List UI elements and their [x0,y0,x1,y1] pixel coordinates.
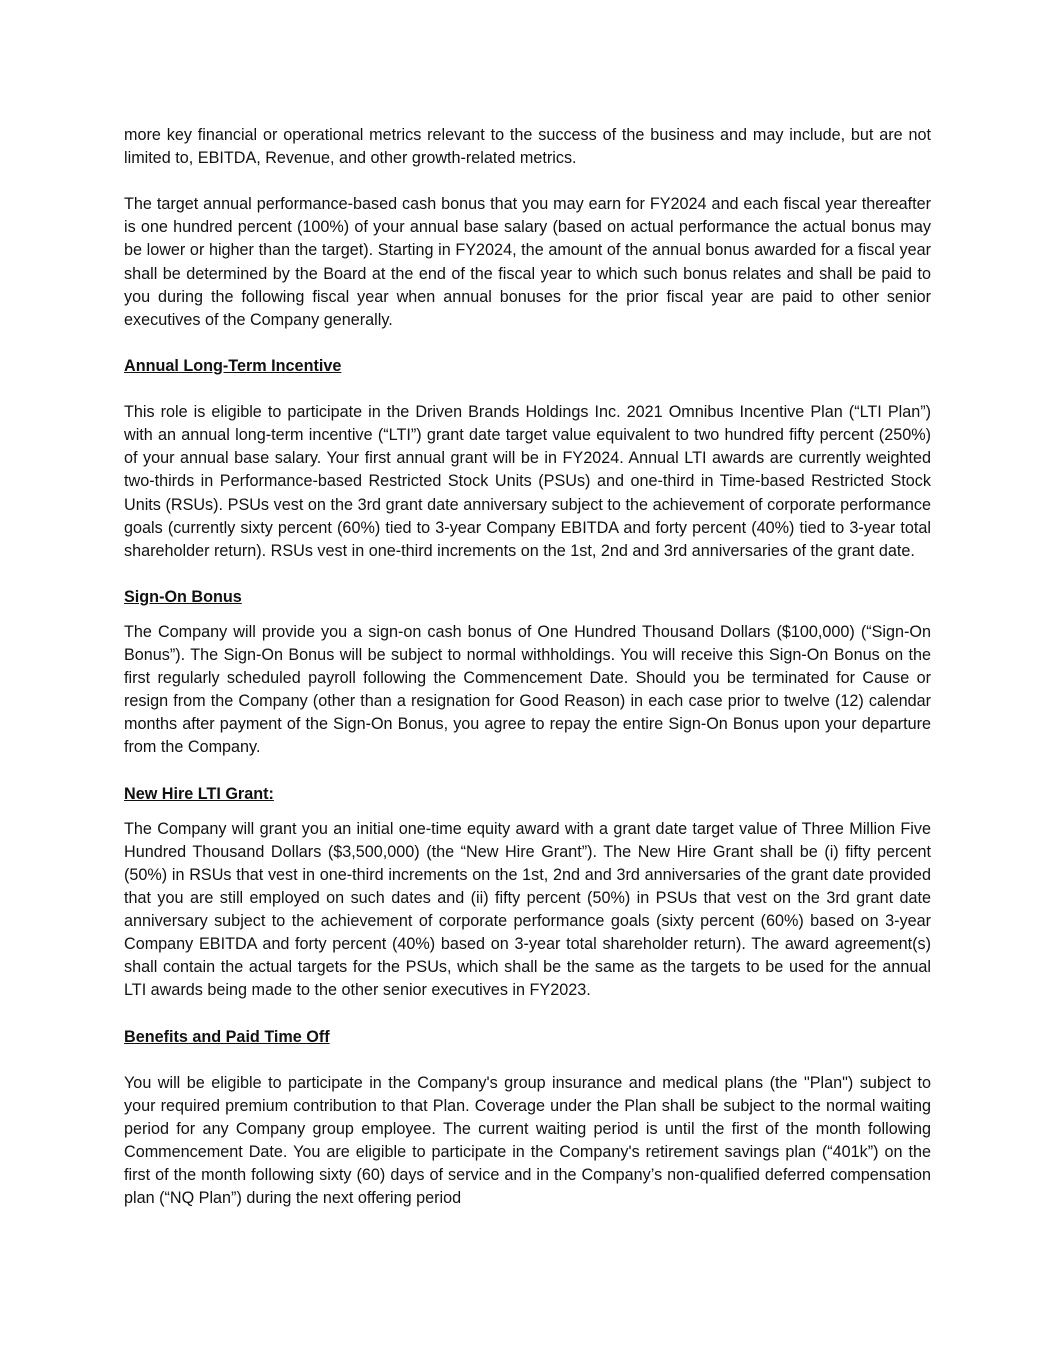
benefits-paragraph: You will be eligible to participate in the Company's group insurance and medical plans (the "Plan") subject to your required premium contribution to that Plan. Coverage under the Plan shall be subject to the normal waiting period for any Company group employee. The current waiting period is until the first of the month following Commencement Date. You are eligible to participate in the Company's retirement savings plan (“401k”) on the first of the month following sixty (60) days of service and in the Company’s non-qualified deferred compensation plan (“NQ Plan”) during the next offering period [124,1073,931,1208]
new-hire-lti-paragraph: The Company will grant you an initial one-time equity award with a grant date target value of Three Million Five Hundred Thousand Dollars ($3,500,000) (the “New Hire Grant”). The New Hire Grant shall be (i) fifty percent (50%) in RSUs that vest in one-third increments on the 1st, 2nd and 3rd anniversaries of the grant date provided that you are still employed on such dates and (ii) fifty percent (50%) in PSUs that vest on the 3rd grant date anniversary subject to the achievement of corporate performance goals (sixty percent (60%) based on 3-year Company EBITDA and forty percent (40%) based on 3-year total shareholder return). The award agreement(s) shall contain the actual targets for the PSUs, which shall be the same as the targets to be used for the annual LTI awards being made to the other senior executives in FY2023. [124,819,931,1000]
document-page [124,124,931,1210]
annual-bonus-paragraph: The target annual performance-based cash bonus that you may earn for FY2024 and each fiscal year thereafter is one hundred percent (100%) of your annual base salary (based on actual performance the actual bonus may be lower or higher than the target). Starting in FY2024, the amount of the annual bonus awarded for a fiscal year shall be determined by the Board at the end of the fiscal year to which such bonus relates and shall be paid to you during the following fiscal year when annual bonuses for the prior fiscal year are paid to other senior executives of the Company generally. [124,195,931,329]
lti-heading: Annual Long-Term Incentive [124,356,342,375]
intro-paragraph: more key financial or operational metrics relevant to the success of the business and may include, but are not limited to, EBITDA, Revenue, and other growth-related metrics. [124,126,931,168]
lti-paragraph: This role is eligible to participate in the Driven Brands Holdings Inc. 2021 Omnibus Incentive Plan (“LTI Plan”) with an annual long-term incentive (“LTI”) grant date target value equivalent to two hundred fifty percent (250%) of your annual base salary. Your first annual grant will be in FY2024. Annual LTI awards are currently weighted two-thirds in Performance-based Restricted Stock Units (PSUs) and one-third in Time-based Restricted Stock Units (RSUs). PSUs vest on the 3rd grant date anniversary subject to the achievement of corporate performance goals (currently sixty percent (60%) tied to 3-year Company EBITDA and forty percent (40%) tied to 3-year total shareholder return). RSUs vest in one-third increments on the 1st, 2nd and 3rd anniversaries of the grant date. [124,403,931,560]
sign-on-bonus-heading: Sign-On Bonus [124,587,242,606]
benefits-heading: Benefits and Paid Time Off [124,1027,330,1046]
new-hire-lti-heading: New Hire LTI Grant: [124,784,274,803]
sign-on-bonus-paragraph: The Company will provide you a sign-on cash bonus of One Hundred Thousand Dollars ($100,000) (“Sign-On Bonus”). The Sign-On Bonus will be subject to normal withholdings. You will receive this Sign-On Bonus on the first regularly scheduled payroll following the Commencement Date. Should you be terminated for Cause or resign from the Company (other than a resignation for Good Reason) in each case prior to twelve (12) calendar months after payment of the Sign-On Bonus, you agree to repay the entire Sign-On Bonus upon your departure from the Company. [124,622,931,757]
